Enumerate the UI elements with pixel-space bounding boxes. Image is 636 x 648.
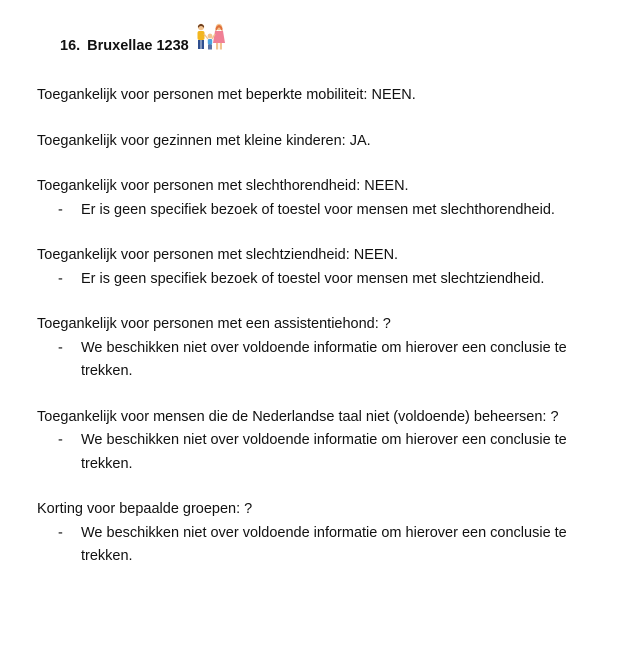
bullet-item [37, 199, 597, 223]
info-section [37, 84, 597, 108]
bullet-list [37, 199, 597, 223]
section-text: Korting voor bepaalde groepen: ? [37, 501, 253, 517]
info-section [37, 244, 597, 291]
info-section [37, 498, 597, 569]
bullet-text: We beschikken niet over voldoende informatie om hierover een conclusie te trekken. [81, 432, 567, 472]
bullet-item [37, 429, 597, 476]
bullet-item [37, 522, 597, 569]
info-section [37, 130, 597, 154]
bullet-marker: - [58, 270, 63, 287]
heading-title: Bruxellae 1238 [87, 38, 189, 54]
bullet-list [37, 337, 597, 384]
heading-number: 16. [60, 38, 81, 54]
section-text: Toegankelijk voor gezinnen met kleine kinderen: JA. [37, 132, 371, 149]
bullet-list [37, 268, 597, 292]
bullet-text: Er is geen specifiek bezoek of toestel voor mensen met slechtziendheid. [81, 270, 545, 287]
accessibility-info [37, 84, 597, 591]
section-text: Toegankelijk voor personen met slechthorendheid: NEEN. [37, 178, 409, 194]
info-section [37, 175, 597, 222]
bullet-text: We beschikken niet over voldoende informatie om hierover een conclusie te trekken. [81, 524, 567, 564]
section-text: Toegankelijk voor personen met beperkte mobiliteit: NEEN. [37, 87, 416, 103]
bullet-item [37, 268, 597, 292]
bullet-marker: - [58, 339, 63, 356]
bullet-text: Er is geen specifiek bezoek of toestel voor mensen met slechthorendheid. [81, 201, 555, 218]
bullet-text: We beschikken niet over voldoende informatie om hierover een conclusie te trekken. [81, 339, 567, 379]
bullet-marker: - [58, 201, 63, 218]
bullet-list [37, 522, 597, 569]
section-text: Toegankelijk voor personen met slechtziendheid: NEEN. [37, 247, 399, 263]
bullet-marker: - [58, 524, 63, 541]
bullet-item [37, 337, 597, 384]
section-heading [60, 36, 189, 56]
info-section [37, 313, 597, 384]
info-section [37, 406, 597, 477]
bullet-list [37, 429, 597, 476]
section-text: Toegankelijk voor personen met een assistentiehond: ? [37, 316, 391, 332]
bullet-marker: - [58, 432, 63, 448]
section-text: Toegankelijk voor mensen die de Nederlandse taal niet (voldoende) beheersen: ? [37, 408, 559, 425]
family-icon [193, 22, 227, 52]
